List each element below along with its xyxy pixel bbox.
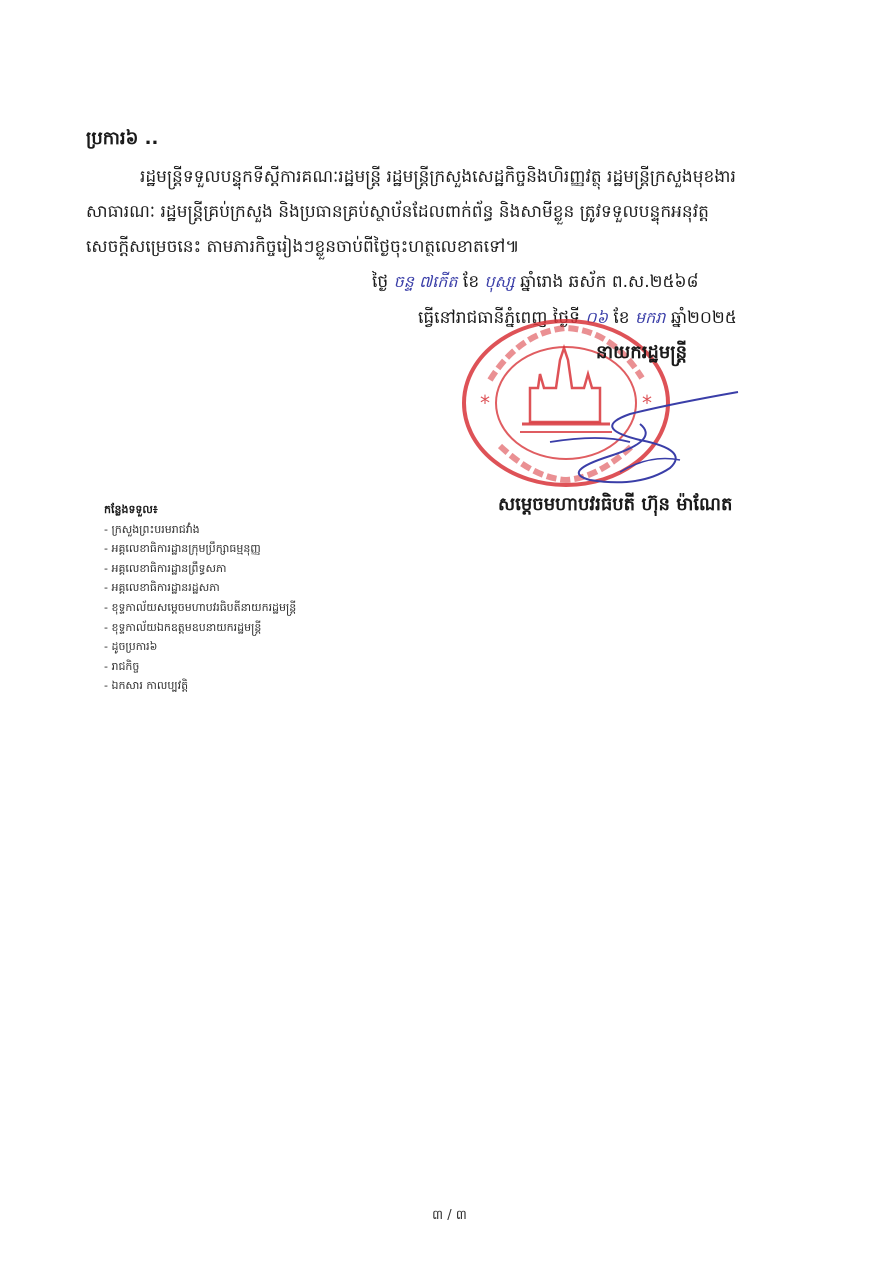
- place-year-text: ឆ្នាំ២០២៥: [670, 308, 737, 328]
- paragraph-line-2: សាធារណៈ រដ្ឋមន្ត្រីគ្រប់ក្រសួង និងប្រធានគ្រប់ស្ថាប័នដែលពាក់ព័ន្ធ និងសាមីខ្លួន ត្រូវទទួលបន្ទុកអនុវត្ត: [86, 202, 709, 222]
- recipient-item: - ខុទ្ទកាល័យសម្តេចមហាបវរធិបតីនាយករដ្ឋមន្ត្រី: [104, 600, 297, 614]
- recipient-item: - រាជកិច្ច: [104, 659, 140, 673]
- place-month-label: ខែ: [613, 308, 630, 328]
- place-day-handwritten: ០៦: [585, 308, 608, 327]
- recipient-item: - ក្រសួងព្រះបរមរាជវាំង: [104, 522, 200, 536]
- recipients-list: [104, 500, 296, 696]
- signatory-title: នាយករដ្ឋមន្ត្រី: [596, 342, 688, 363]
- lunar-month-label: ខែ: [462, 272, 480, 292]
- signatory-name: សម្តេចមហាបវរធិបតី ហ៊ុន ម៉ាណែត: [498, 494, 733, 515]
- lunar-date-line: [372, 271, 699, 296]
- handwritten-signature: [520, 384, 740, 494]
- recipient-item: - ខុទ្ទកាល័យឯកឧត្តមឧបនាយករដ្ឋមន្ត្រី: [104, 620, 262, 634]
- lunar-day-handwritten: ចន្ទ ៧កើត: [393, 272, 458, 291]
- recipient-item: - អគ្គលេខាធិការដ្ឋានក្រុមប្រឹក្សាធម្មនុញ្ញ: [104, 542, 261, 556]
- lunar-day-label: ថ្ងៃ: [372, 272, 389, 292]
- recipient-item: - អគ្គលេខាធិការដ្ឋានព្រឹទ្ធសភា: [104, 561, 227, 575]
- recipient-item: - ឯកសារ កាលប្បវត្តិ: [104, 679, 189, 693]
- svg-text:*: *: [642, 391, 652, 415]
- paragraph-line-3: សេចក្តីសម្រេចនេះ តាមភារកិច្ចរៀងៗខ្លួនចាប់ពីថ្ងៃចុះហត្ថលេខាតទៅ៕: [86, 237, 520, 257]
- recipient-item: - ដូចប្រការ៦: [104, 640, 158, 654]
- place-month-handwritten: មករា: [634, 308, 666, 327]
- place-date-prefix: ធ្វើនៅរាជធានីភ្នំពេញ ថ្ងៃទី: [418, 308, 580, 328]
- recipients-title: កន្លែងទទួល៖: [104, 503, 158, 516]
- svg-text:*: *: [480, 391, 490, 415]
- recipient-item: - អគ្គលេខាធិការដ្ឋានរដ្ឋសភា: [104, 581, 220, 595]
- paragraph-line-1: រដ្ឋមន្ត្រីទទួលបន្ទុកទីស្តីការគណៈរដ្ឋមន្ត្រី រដ្ឋមន្ត្រីក្រសួងសេដ្ឋកិច្ចនិងហិរញ្ញវត្ថុ រដ្ឋមន្ត្រីក្រសួងមុខងារ: [140, 167, 736, 187]
- article-heading: ប្រការ៦ ..: [86, 128, 159, 149]
- lunar-year-text: ឆ្នាំរោង ឆស័ក ព.ស.២៥៦៨: [520, 272, 699, 292]
- page-number: ៣ / ៣: [432, 1208, 467, 1223]
- lunar-month-handwritten: បុស្ស: [484, 272, 515, 291]
